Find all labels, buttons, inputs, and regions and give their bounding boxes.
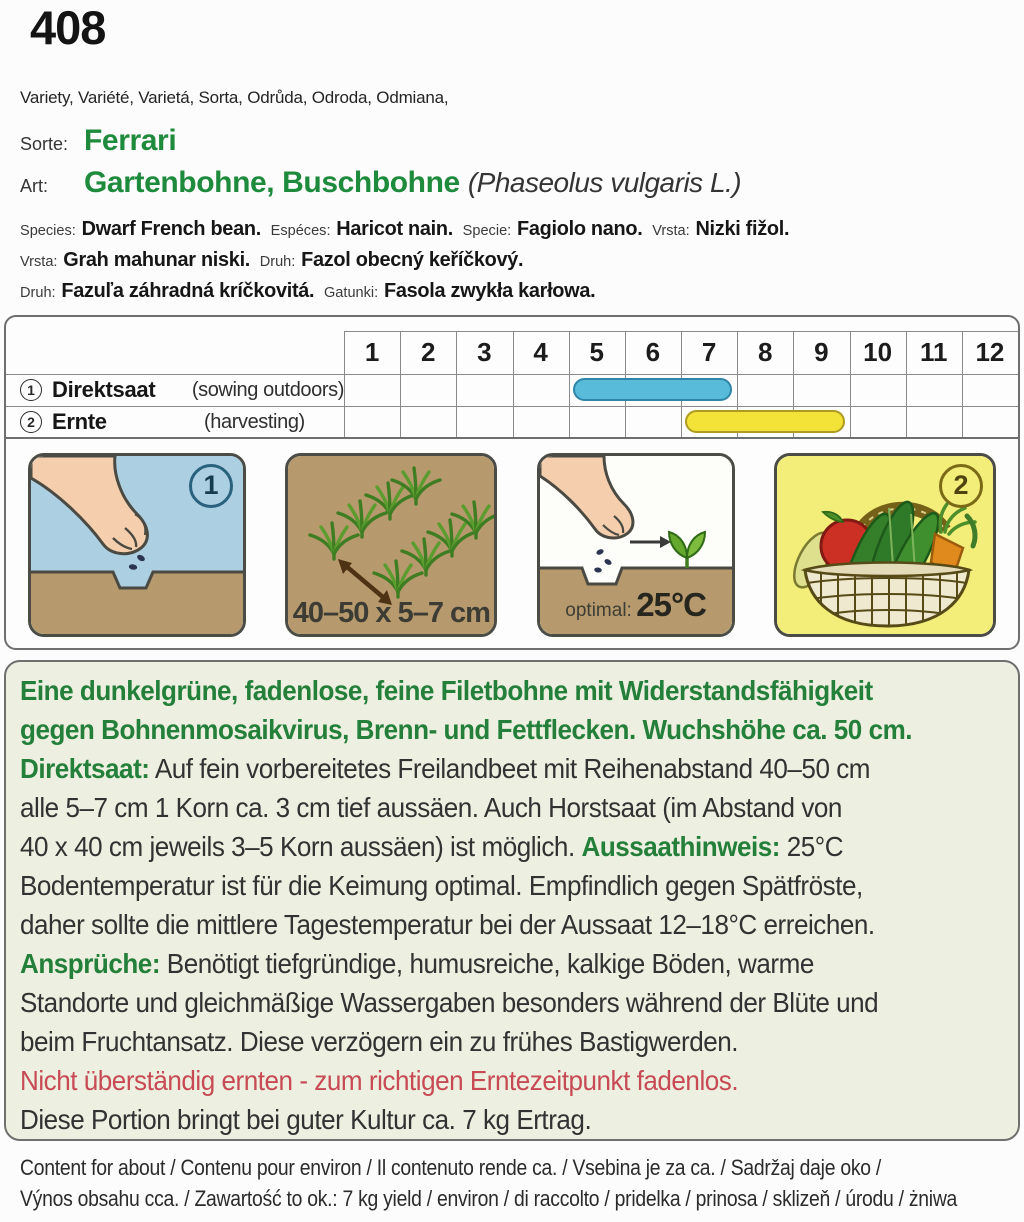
description-line: daher sollte die mittlere Tagestemperatur bei der Aussaat 12–18°C erreichen. xyxy=(20,909,875,940)
month-header-cell: 11 xyxy=(919,337,948,367)
calendar-row-direktsaat: 1 Direktsaat (sowing outdoors) xyxy=(6,374,344,406)
description-line: Direktsaat: Auf fein vorbereitetes Freilandbeet mit Reihenabstand 40–50 cm xyxy=(20,753,871,784)
sowing-period-bar xyxy=(573,378,733,401)
month-header-cell: 10 xyxy=(863,337,893,367)
temperature-caption: optimal: 25°C xyxy=(565,585,707,623)
content-note-line: Výnos obsahu cca. / Zawartość to ok.: 7 kg yield / environ / di raccolto / pridelka / prinosa / sklizeň / úrodu / żniwa xyxy=(20,1186,958,1211)
calendar-and-pictograms-box xyxy=(4,315,1020,650)
month-header-cell: 7 xyxy=(701,337,717,367)
description-line: Bodentemperatur ist für die Keimung optimal. Empfindlich gegen Spätfröste, xyxy=(20,870,863,901)
description-line: Ansprüche: Benötigt tiefgründige, humusreiche, kalkige Böden, warme xyxy=(20,948,814,979)
step-2-badge: 2 xyxy=(939,464,983,508)
harvest-bar-track xyxy=(344,406,1018,438)
month-header-cell: 1 xyxy=(364,337,380,367)
content-note-line: Content for about / Contenu pour environ / Il contenuto rende ca. / Vsebina je za ca. / Sadržaj daje oko / xyxy=(20,1155,881,1180)
species-translation-line: Vrsta: Grah mahunar niski. Druh: Fazol obecný keříčkový. xyxy=(20,248,524,271)
month-header-cell: 8 xyxy=(758,337,773,367)
pictogram-row xyxy=(6,441,1018,648)
art-label: Art: xyxy=(20,176,49,196)
month-header-cell: 6 xyxy=(645,337,661,367)
page-number: 408 xyxy=(30,1,106,54)
pictogram-temperature xyxy=(537,453,735,637)
month-header-cell: 9 xyxy=(814,337,829,367)
month-header-cell: 3 xyxy=(477,337,492,367)
spacing-caption: 40–50 x 5–7 cm xyxy=(292,596,490,629)
species-translation-line: Druh: Fazuľa záhradná kríčkovitá. Gatunki: Fasola zwykła karłowa. xyxy=(20,279,596,302)
variety-name: Ferrari xyxy=(84,124,177,157)
description-line: Diese Portion bringt bei guter Kultur ca. 7 kg Ertrag. xyxy=(20,1104,592,1135)
description-line: 40 x 40 cm jeweils 3–5 Korn aussäen) ist möglich. Aussaathinweis: 25°C xyxy=(20,831,844,862)
species-translation-line: Species: Dwarf French bean. Espéces: Haricot nain. Specie: Fagiolo nano. Vrsta: Nizki fižol. xyxy=(20,217,790,240)
cultivation-description-box xyxy=(4,660,1020,1141)
pictogram-harvest xyxy=(774,453,996,637)
variety-row xyxy=(20,124,176,158)
description-line: Standorte und gleichmäßige Wassergaben besonders während der Blüte und xyxy=(20,987,879,1018)
description-line: gegen Bohnenmosaikvirus, Brenn- und Fettflecken. Wuchshöhe ca. 50 cm. xyxy=(20,714,913,745)
month-header-cell: 2 xyxy=(421,337,436,367)
description-line: Nicht überständig ernten - zum richtigen Erntezeitpunkt fadenlos. xyxy=(20,1065,739,1096)
month-header-cell: 5 xyxy=(589,337,604,367)
step-2-marker: 2 xyxy=(20,411,42,433)
species-common-name: Gartenbohne, Buschbohne xyxy=(84,166,460,199)
step-1-badge: 1 xyxy=(189,464,233,508)
harvest-period-bar xyxy=(685,410,845,433)
species-latin-name: (Phaseolus vulgaris L.) xyxy=(467,167,742,198)
description-line: Eine dunkelgrüne, fadenlose, feine Filetbohne mit Widerstandsfähigkeit xyxy=(20,675,873,706)
cultivation-description-text xyxy=(20,671,1004,1139)
description-line: alle 5–7 cm 1 Korn ca. 3 cm tief aussäen. Auch Horstsaat (im Abstand von xyxy=(20,792,842,823)
step-1-marker: 1 xyxy=(20,379,42,401)
pictogram-sowing xyxy=(28,453,246,637)
pictogram-spacing xyxy=(285,453,497,637)
sowing-calendar xyxy=(6,317,1018,439)
month-header-cell: 12 xyxy=(975,337,1005,367)
variety-synonyms: Variety, Variété, Varietá, Sorta, Odrůda, Odroda, Odmiana, xyxy=(20,88,449,107)
content-yield-note xyxy=(20,1152,1024,1214)
species-translations xyxy=(20,214,823,307)
description-line: beim Fruchtansatz. Diese verzögern ein zu frühes Bastigwerden. xyxy=(20,1026,739,1057)
calendar-month-header xyxy=(344,331,1018,374)
species-row xyxy=(20,166,741,200)
sorte-label: Sorte: xyxy=(20,134,69,154)
sowing-bar-track xyxy=(344,374,1018,406)
month-header-cell: 4 xyxy=(533,337,548,367)
calendar-row-ernte: 2 Ernte (harvesting) xyxy=(6,406,344,438)
